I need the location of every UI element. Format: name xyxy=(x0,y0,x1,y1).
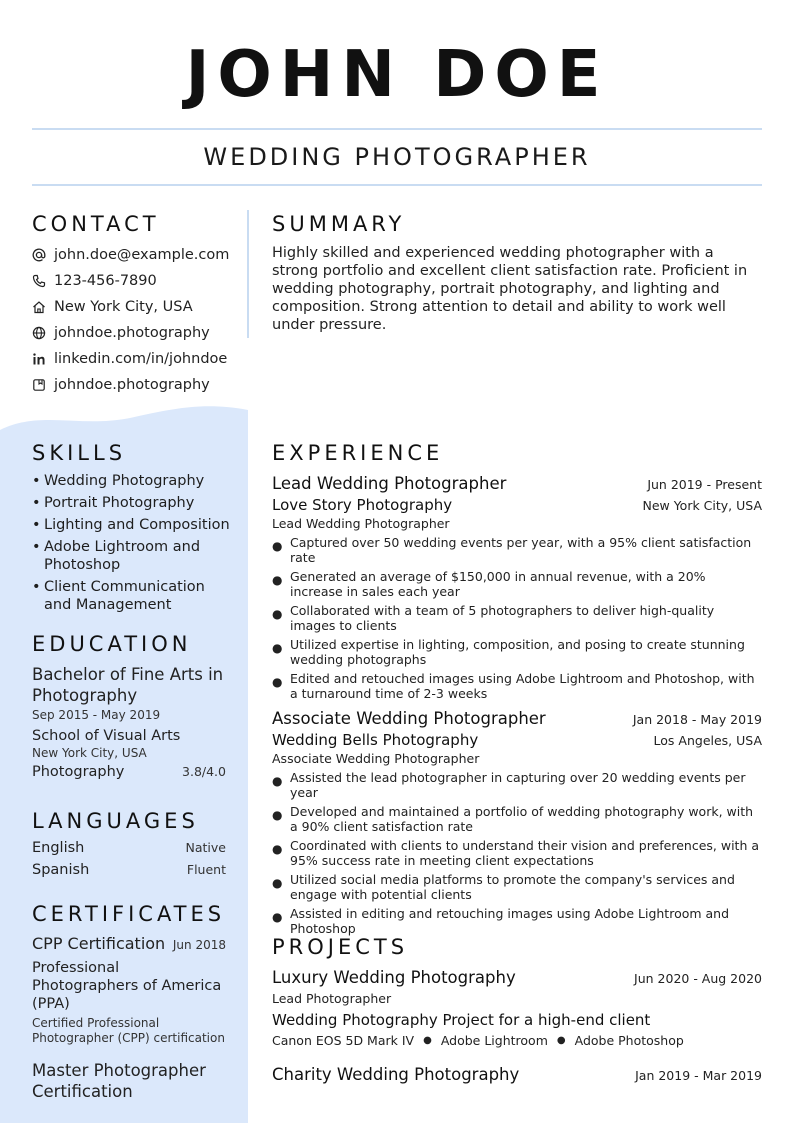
languages-list xyxy=(32,840,226,884)
language-row: Spanish Fluent xyxy=(32,862,226,878)
education-degree: Bachelor of Fine Arts in Photography xyxy=(32,665,224,705)
phone-icon xyxy=(32,274,46,288)
project-entry xyxy=(272,968,762,1048)
tool-item: Adobe Lightroom xyxy=(440,1033,548,1048)
job-title-text: Associate Wedding Photographer xyxy=(272,709,546,728)
contact-list xyxy=(32,242,242,398)
job-position: Associate Wedding Photographer xyxy=(272,751,480,766)
job-dates: Jan 2018 - May 2019 xyxy=(632,712,762,727)
languages-heading: LANGUAGES xyxy=(32,809,199,833)
list-item: • Lighting and Composition xyxy=(32,517,230,533)
job-bullets xyxy=(272,770,762,936)
list-item: ● Developed and maintained a portfolio of wedding photography work, with a 90% client satisfaction rate xyxy=(272,804,754,834)
project-tools: Canon EOS 5D Mark IV ● Adobe Lightroom ● Adobe Photoshop xyxy=(272,1033,684,1048)
education-field-row xyxy=(32,764,226,780)
education-location: New York City, USA xyxy=(32,746,147,760)
education-gpa: 3.8/4.0 xyxy=(182,764,226,779)
linkedin-icon xyxy=(32,352,46,366)
contact-portfolio-text: johndoe.photography xyxy=(54,377,210,393)
contact-phone-text: 123-456-7890 xyxy=(54,273,157,289)
project-role: Lead Photographer xyxy=(272,991,392,1006)
list-item: ● Generated an average of $150,000 in annual revenue, with a 20% increase in sales each year xyxy=(272,569,706,599)
contact-portfolio[interactable] xyxy=(32,372,242,398)
home-icon xyxy=(32,300,46,314)
projects-heading: PROJECTS xyxy=(272,935,409,959)
list-item: • Portrait Photography xyxy=(32,495,195,511)
contact-email-text: john.doe@example.com xyxy=(54,247,230,263)
list-item: ● Edited and retouched images using Adobe Lightroom and Photoshop, with a turnaround time of 2-3 weeks xyxy=(272,671,755,701)
list-item: ● Utilized social media platforms to promote the company's services and engage with potential clients xyxy=(272,872,735,902)
contact-location xyxy=(32,294,242,320)
certificate-name-2: Master Photographer Certification xyxy=(32,1061,206,1101)
tool-item: Adobe Photoshop xyxy=(574,1033,684,1048)
project-title: Charity Wedding Photography xyxy=(272,1065,520,1084)
header-rule-top xyxy=(32,128,762,130)
education-dates: Sep 2015 - May 2019 xyxy=(32,708,161,722)
portfolio-icon xyxy=(32,378,46,392)
education-school: School of Visual Arts xyxy=(32,728,181,744)
job-location: New York City, USA xyxy=(642,498,762,513)
job-title-text: Lead Wedding Photographer xyxy=(272,474,507,493)
certificate-row xyxy=(32,934,226,953)
experience-heading: EXPERIENCE xyxy=(272,441,444,465)
job-entry xyxy=(272,709,762,940)
list-item: ● Assisted the lead photographer in capturing over 20 wedding events per year xyxy=(272,770,746,800)
skills-heading: SKILLS xyxy=(32,441,127,465)
list-item: • Client Communication and Management xyxy=(32,579,205,613)
language-row: English Native xyxy=(32,840,226,856)
project-entry xyxy=(272,1065,762,1084)
column-divider xyxy=(247,210,249,338)
list-item: • Adobe Lightroom and Photoshop xyxy=(32,539,201,573)
contact-phone[interactable] xyxy=(32,268,242,294)
contact-website-text: johndoe.photography xyxy=(54,325,210,341)
job-position: Lead Wedding Photographer xyxy=(272,516,450,531)
contact-email[interactable] xyxy=(32,242,242,268)
list-item: ● Assisted in editing and retouching images using Adobe Lightroom and Photoshop xyxy=(272,906,730,936)
tool-item: Canon EOS 5D Mark IV xyxy=(272,1033,415,1048)
job-location: Los Angeles, USA xyxy=(653,733,762,748)
certificate-date: Jun 2018 xyxy=(172,938,226,952)
job-dates: Jun 2019 - Present xyxy=(647,477,762,492)
contact-linkedin[interactable] xyxy=(32,346,242,372)
skills-list xyxy=(32,472,232,618)
job-company: Wedding Bells Photography xyxy=(272,731,479,749)
at-icon xyxy=(32,248,46,262)
contact-linkedin-text: linkedin.com/in/johndoe xyxy=(54,351,228,367)
job-company: Love Story Photography xyxy=(272,496,453,514)
job-bullets xyxy=(272,535,762,701)
project-dates: Jan 2019 - Mar 2019 xyxy=(635,1068,762,1083)
contact-heading: CONTACT xyxy=(32,212,160,236)
job-entry xyxy=(272,474,762,705)
contact-website[interactable] xyxy=(32,320,242,346)
list-item: ● Collaborated with a team of 5 photographers to deliver high-quality images to clients xyxy=(272,603,715,633)
candidate-name: JOHN DOE xyxy=(185,38,609,112)
list-item: • Wedding Photography xyxy=(32,473,205,489)
certificate-org: Professional Photographers of America (PPA) xyxy=(32,960,222,1012)
summary-text: Highly skilled and experienced wedding photographer with a strong portfolio and excellent client satisfaction rate. Proficient in wedding photography, portrait photography, and lighting and composition. Strong attention to detail and ability to work well under pressure. xyxy=(272,245,748,333)
list-item: ● Captured over 50 wedding events per year, with a 95% client satisfaction rate xyxy=(272,535,752,565)
header-rule-bottom xyxy=(32,184,762,186)
list-item: ● Coordinated with clients to understand their vision and preferences, with a 95% success rate in meeting client expectations xyxy=(272,838,760,868)
list-item: ● Utilized expertise in lighting, composition, and posing to create stunning wedding photographs xyxy=(272,637,745,667)
summary-heading: SUMMARY xyxy=(272,212,406,236)
project-desc: Wedding Photography Project for a high-end client xyxy=(272,1011,651,1029)
certificates-list xyxy=(32,934,226,1102)
project-title: Luxury Wedding Photography xyxy=(272,968,516,987)
contact-location-text: New York City, USA xyxy=(54,299,193,315)
job-title: WEDDING PHOTOGRAPHER xyxy=(203,143,591,171)
certificates-heading: CERTIFICATES xyxy=(32,902,226,926)
certificate-name: CPP Certification xyxy=(32,934,166,953)
certificate-desc: Certified Professional Photographer (CPP) certification xyxy=(32,1016,225,1045)
education-entry xyxy=(32,664,226,780)
globe-icon xyxy=(32,326,46,340)
project-dates: Jun 2020 - Aug 2020 xyxy=(634,971,762,986)
education-heading: EDUCATION xyxy=(32,632,192,656)
education-field: Photography xyxy=(32,764,125,780)
